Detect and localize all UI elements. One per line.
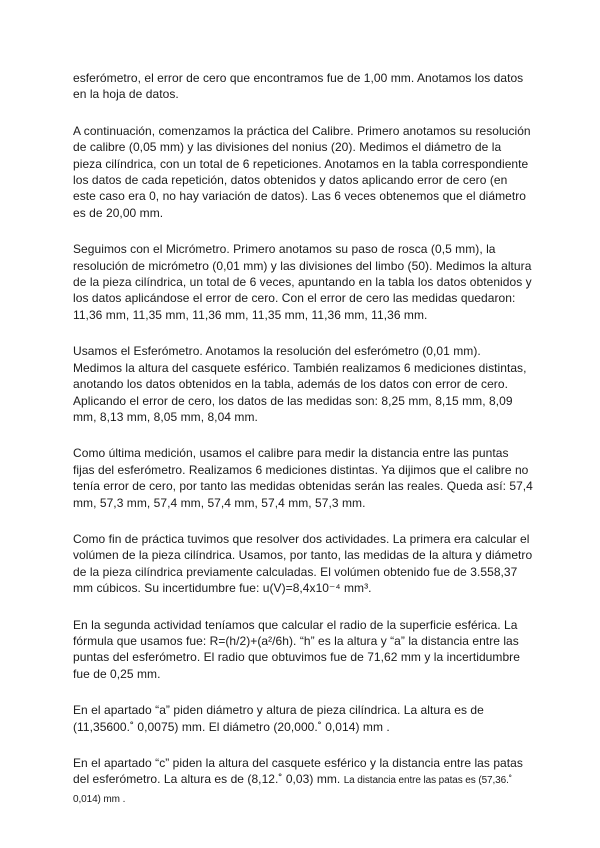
paragraph-actividad-1: Como fin de práctica tuvimos que resolver dos actividades. La primera era calcular el volúmen de la pieza cilíndrica. Usamos, por tanto, las medidas de la altura y diámetro de la pieza cilíndrica previamente calculadas. El volúmen obtenido fue de 3.558,37 mm cúbicos. Su incertidumbre fue: u(V)=8,4x10⁻⁴ mm³. [73,531,533,596]
paragraph-calibre: A continuación, comenzamos la práctica del Calibre. Primero anotamos su resolución de calibre (0,05 mm) y las divisiones del nonius (20). Medimos el diámetro de la pieza cilíndrica, con un total de 6 repeticiones. Anotamos en la tabla correspondiente los datos de cada repetición, datos obtenidos y datos aplicando error de cero (en este caso era 0, no hay variación de datos). Las 6 veces obtenemos que el diámetro es de 20,00 mm. [73,123,531,220]
paragraph-actividad-2: En la segunda actividad teníamos que calcular el radio de la superficie esférica. La fórmula que usamos fue: R=(h/2)+(a²/6h). “h” es la altura y “a” la distancia entre las puntas del esferómetro. El radio que obtuvimos fue de 71,62 mm y la incertidumbre fue de 0,25 mm. [73,617,520,681]
paragraph-apartado-c [73,755,533,808]
document-body [73,70,533,828]
apartado-c-main: En el apartado “c” piden la altura del casquete esférico y la distancia entre las patas del esferómetro. La altura es de (8,12.˚ 0,03) mm. [73,756,523,787]
paragraph-1: esferómetro, el error de cero que encontramos fue de 1,00 mm. Anotamos los datos en la hoja de datos. [73,71,524,102]
paragraph-esferometro: Usamos el Esferómetro. Anotamos la resolución del esferómetro (0,01 mm). Medimos la altura del casquete esférico. También realizamos 6 mediciones distintas, anotando los datos obtenidos en la tabla, además de los datos con error de cero. Aplicando el error de cero, los datos de las medidas son: 8,25 mm, 8,15 mm, 8,09 mm, 8,13 mm, 8,05 mm, 8,04 mm. [73,344,527,424]
paragraph-apartado-a: En el apartado “a” piden diámetro y altura de pieza cilíndrica. La altura es de (11,35600.˚ 0,0075) mm. El diámetro (20,000.˚ 0,014) mm . [73,703,484,734]
paragraph-ultima-medicion: Como última medición, usamos el calibre para medir la distancia entre las puntas fijas del esferómetro. Realizamos 6 mediciones distintas. Ya dijimos que el calibre no tenía error de cero, por tanto las medidas obtenidas serán las reales. Queda así: 57,4 mm, 57,3 mm, 57,4 mm, 57,4 mm, 57,4 mm, 57,3 mm. [73,446,533,510]
apartado-c-tail: La distancia entre las patas es (57,36.˚ 0,014) mm . [73,775,513,805]
paragraph-micrometro: Seguimos con el Micrómetro. Primero anotamos su paso de rosca (0,5 mm), la resolución de micrómetro (0,01 mm) y las divisiones del limbo (50). Medimos la altura de la pieza cilíndrica, un total de 6 veces, apuntando en la tabla los datos obtenidos y los datos aplicándose el error de cero. Con el error de cero las medidas quedaron: 11,36 mm, 11,35 mm, 11,36 mm, 11,35 mm, 11,36 mm, 11,36 mm. [73,242,532,322]
